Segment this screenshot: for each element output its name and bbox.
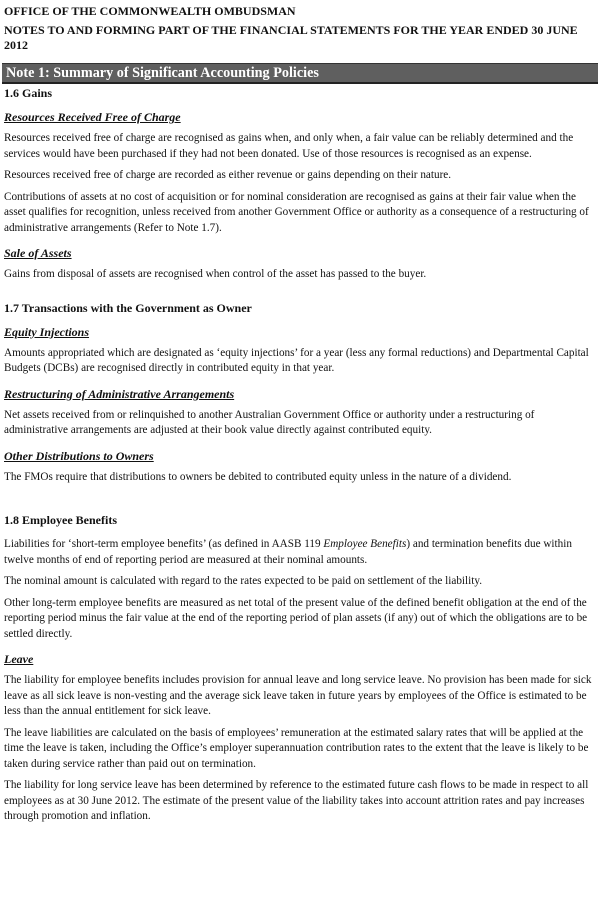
- document-subtitle: NOTES TO AND FORMING PART OF THE FINANCIAL STATEMENTS FOR THE YEAR ENDED 30 JUNE 2012: [4, 23, 578, 52]
- section-1-8-heading: 1.8 Employee Benefits: [4, 513, 117, 527]
- organisation-title: OFFICE OF THE COMMONWEALTH OMBUDSMAN: [4, 4, 296, 18]
- paragraph: The liability for employee benefits includes provision for annual leave and long service leave. No provision has been made for sick leave as all sick leave is non-vesting and the average sick leave taken in future years by employees of the Office is estimated to be less than the annual entitlement for sick leave.: [4, 674, 592, 717]
- paragraph: The nominal amount is calculated with regard to the rates expected to be paid on settlement of the liability.: [4, 575, 483, 587]
- note-title-bar: Note 1: Summary of Significant Accounting Policies: [2, 63, 598, 84]
- paragraph: Contributions of assets at no cost of acquisition or for nominal consideration are recognised as gains at their fair value when the asset qualifies for recognition, unless received from another Government Office or authority as a consequence of a restructuring of administrative arrangements (Refer to Note 1.7).: [4, 190, 589, 234]
- text-span: Liabilities for ‘short-term employee benefits’ (as defined in AASB 119: [4, 538, 324, 550]
- other-distributions-heading: Other Distributions to Owners: [4, 448, 154, 463]
- paragraph: The liability for long service leave has been determined by reference to the estimated future cash flows to be made in respect to all employees as at 30 June 2012. The estimate of the present value of the liability takes into account attrition rates and pay increases through promotion and inflation.: [4, 779, 589, 822]
- paragraph: Gains from disposal of assets are recognised when control of the asset has passed to the buyer.: [4, 268, 427, 280]
- resources-free-of-charge-heading: Resources Received Free of Charge: [4, 110, 181, 124]
- paragraph: The leave liabilities are calculated on the basis of employees’ remuneration at the estimated salary rates that will be applied at the time the leave is taken, including the Office’s employer superannuation contribution rates to the extent that the leave is likely to be taken during service rather than paid out on termination.: [4, 726, 589, 770]
- leave-heading: Leave: [4, 652, 34, 666]
- paragraph: Resources received free of charge are recorded as either revenue or gains depending on their nature.: [4, 169, 452, 181]
- paragraph: [4, 537, 596, 568]
- equity-injections-heading: Equity Injections: [4, 324, 90, 339]
- restructuring-heading: Restructuring of Administrative Arrangements: [4, 386, 235, 401]
- sale-of-assets-heading: Sale of Assets: [4, 246, 72, 260]
- text-span: ) and termination benefits due within twelve months of end of reporting period are measured at their nominal amounts.: [4, 538, 572, 566]
- section-1-7-heading: 1.7 Transactions with the Government as Owner: [4, 300, 252, 315]
- paragraph: Resources received free of charge are recognised as gains when, and only when, a fair value can be reliably determined and the services would have been purchased if they had not been donated. Use of those resources is recognised as an expense.: [4, 132, 574, 160]
- paragraph: The FMOs require that distributions to owners be debited to contributed equity unless in the nature of a dividend.: [4, 470, 512, 483]
- paragraph: Other long-term employee benefits are measured as net total of the present value of the defined benefit obligation at the end of the reporting period minus the fair value at the end of the reporting period of plan assets (if any) out of which the obligations are to be settled directly.: [4, 596, 588, 640]
- paragraph: Amounts appropriated which are designated as ‘equity injections’ for a year (less any formal reductions) and Departmental Capital Budgets (DCBs) are recognised directly in contributed equity in that year.: [4, 346, 589, 374]
- section-1-6-heading: 1.6 Gains: [4, 86, 53, 100]
- standard-title: Employee Benefits: [323, 538, 407, 550]
- paragraph: Net assets received from or relinquished to another Australian Government Office or authority under a restructuring of administrative arrangements are adjusted at their book value directly against contributed equity.: [4, 408, 535, 436]
